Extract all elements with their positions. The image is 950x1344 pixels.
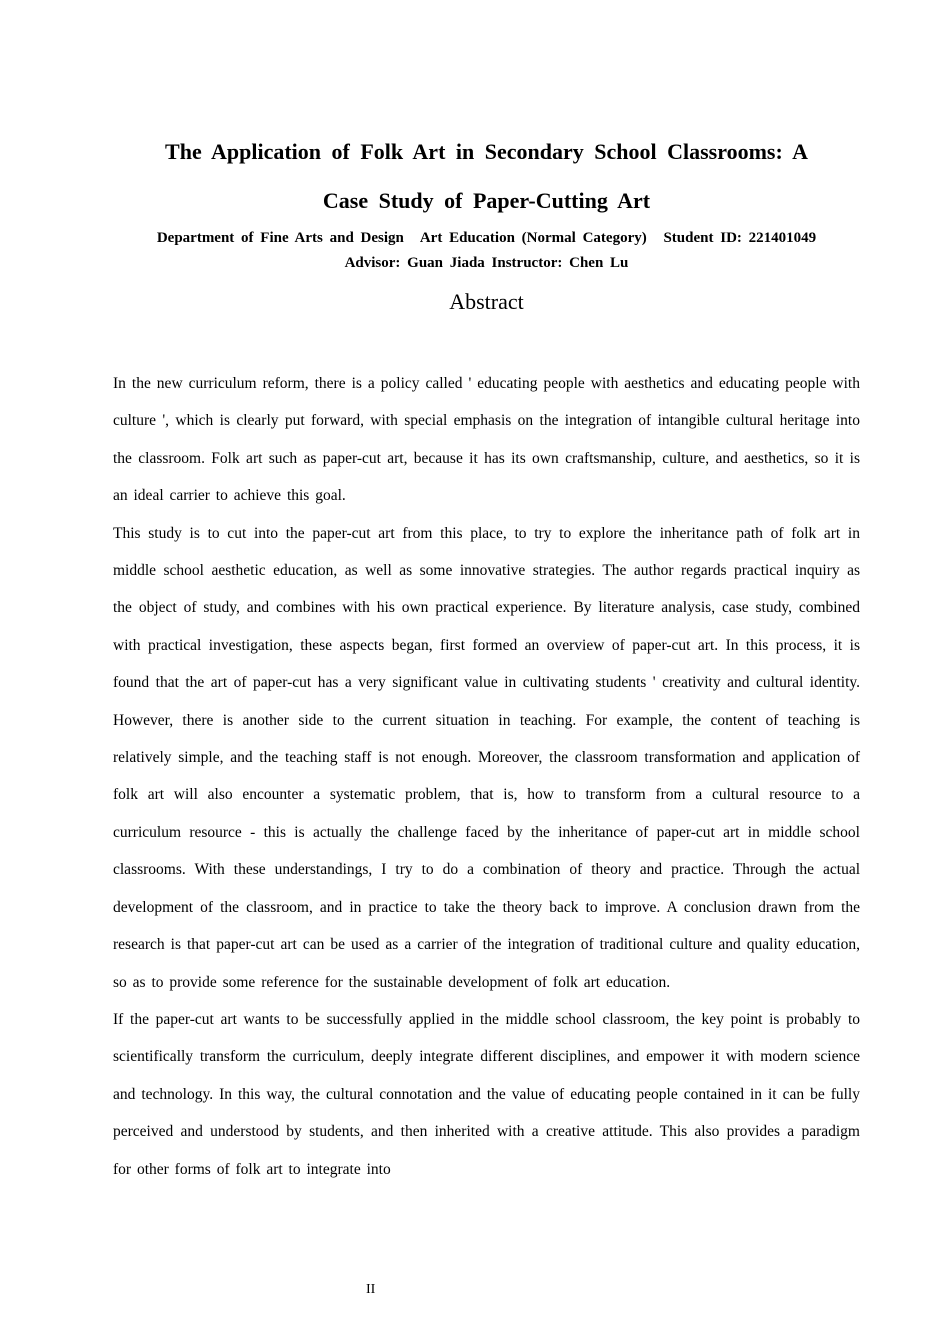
paper-title-line-2: Case Study of Paper-Cutting Art	[322, 188, 651, 213]
abstract-heading: Abstract	[449, 289, 524, 314]
abstract-paragraph: In the new curriculum reform, there is a policy called ' educating people with aesthetics and educating people with culture ', which is clearly put forward, with special emphasis on the integration of intangible cultural heritage into the classroom. Folk art such as paper-cut art, because it has its own craftsmanship, culture, and aesthetics, so it is an ideal carrier to achieve this goal.	[113, 375, 860, 505]
department-label: Department of Fine Arts and Design	[156, 230, 404, 246]
major-label: Art Education (Normal Category)	[419, 230, 647, 246]
author-info-line	[113, 228, 860, 248]
page-number: II	[366, 1282, 376, 1297]
abstract-paragraph: If the paper-cut art wants to be successfully applied in the middle school classroom, the key point is probably to scientifically transform the curriculum, deeply integrate different disciplines, and empower it with modern science and technology. In this way, the cultural connotation and the value of educating people contained in it can be fully perceived and understood by students, and then inherited with a creative attitude. This also provides a paradigm for other forms of folk art to integrate into	[113, 1010, 860, 1178]
abstract-body	[113, 365, 860, 1188]
advisor-line: Advisor: Guan Jiada Instructor: Chen Lu	[344, 255, 629, 271]
student-id-label: Student ID: 221401049	[663, 230, 817, 246]
paper-title-line-1: The Application of Folk Art in Secondary School Classrooms: A	[165, 139, 808, 164]
abstract-paragraph: This study is to cut into the paper-cut art from this place, to try to explore the inheritance path of folk art in middle school aesthetic education, as well as some innovative strategies. The author regards practical inquiry as the object of study, and combines with his own practical experience. By literature analysis, case study, combined with practical investigation, these aspects began, first formed an overview of paper-cut art. In this process, it is found that the art of paper-cut has a very significant value in cultivating students ' creativity and cultural identity. However, there is another side to the current situation in teaching. For example, the content of teaching is relatively simple, and the teaching staff is not enough. Moreover, the classroom transformation and application of folk art will also encounter a systematic problem, that is, how to transform from a cultural resource to a curriculum resource - this is actually the challenge faced by the inheritance of paper-cut art in middle school classrooms. With these understandings, I try to do a combination of theory and practice. Through the actual development of the classroom, and in practice to take the theory back to improve. A conclusion drawn from the research is that paper-cut art can be used as a carrier of the integration of traditional culture and quality education, so as to provide some reference for the sustainable development of folk art education.	[113, 524, 860, 991]
